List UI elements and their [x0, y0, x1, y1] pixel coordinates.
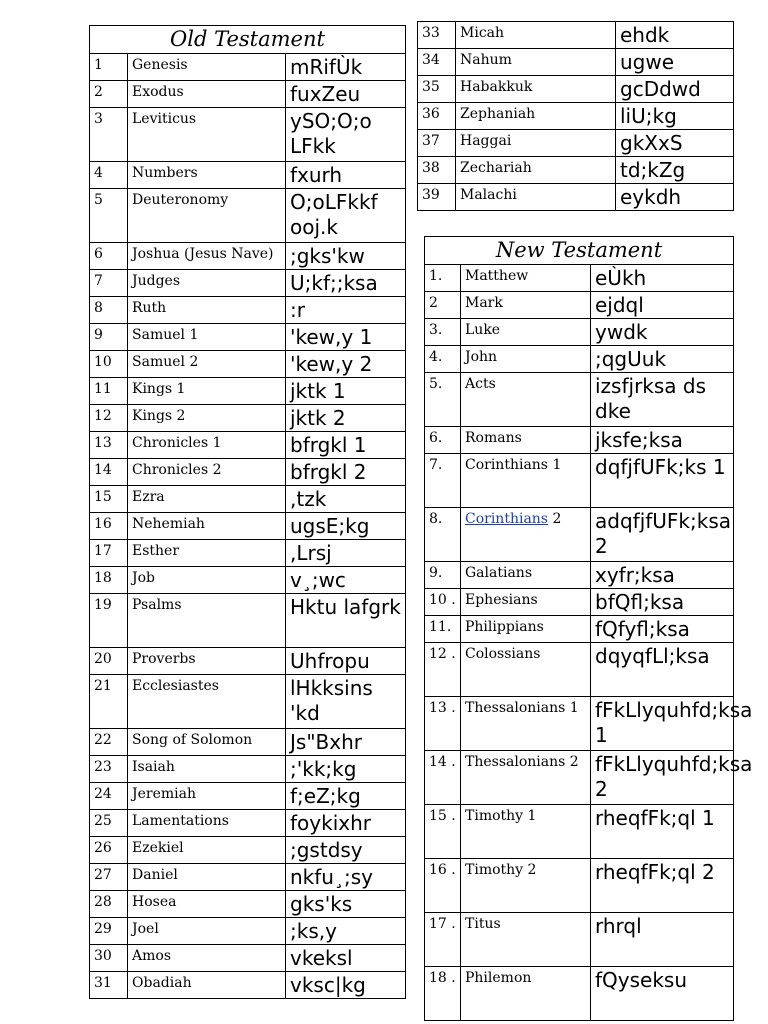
book-number: 5	[90, 189, 128, 243]
book-name-english: Luke	[461, 319, 591, 346]
book-number: 16	[90, 513, 128, 540]
book-name-english: Isaiah	[128, 756, 286, 783]
book-number: 17	[90, 540, 128, 567]
book-number: 14	[90, 459, 128, 486]
book-name-hindi: rhrql	[591, 913, 734, 967]
book-name-hindi: fFkLlyquhfd;ksa 2	[591, 751, 734, 805]
book-name-english: Haggai	[456, 130, 616, 157]
book-number: 2	[90, 81, 128, 108]
book-number: 6	[90, 243, 128, 270]
table-row	[418, 157, 734, 184]
book-name-hindi: mRifÙk	[286, 54, 406, 81]
book-number: 39	[418, 184, 456, 211]
book-name-english: Titus	[461, 913, 591, 967]
book-number: 10	[90, 351, 128, 378]
table-row	[425, 616, 734, 643]
book-number: 8.	[425, 508, 461, 562]
table-row	[425, 589, 734, 616]
book-name-hindi: ugwe	[616, 49, 734, 76]
book-name-english: Matthew	[461, 265, 591, 292]
book-name-hindi: f;eZ;kg	[286, 783, 406, 810]
table-row	[418, 49, 734, 76]
book-name-hindi: ejdql	[591, 292, 734, 319]
book-number: 18 .	[425, 967, 461, 1021]
table-row	[90, 594, 406, 648]
book-name-english: Timothy 1	[461, 805, 591, 859]
table-row	[90, 486, 406, 513]
book-number: 10 .	[425, 589, 461, 616]
table-row	[90, 162, 406, 189]
book-number: 25	[90, 810, 128, 837]
book-name-hindi: fQfyfl;ksa	[591, 616, 734, 643]
book-name-english: Chronicles 1	[128, 432, 286, 459]
book-number: 23	[90, 756, 128, 783]
book-name-english: Exodus	[128, 81, 286, 108]
book-number: 6.	[425, 427, 461, 454]
table-row	[425, 967, 734, 1021]
book-name-english: Joel	[128, 918, 286, 945]
book-number: 12	[90, 405, 128, 432]
book-name-english: Obadiah	[128, 972, 286, 999]
book-name-english: Nahum	[456, 49, 616, 76]
old-testament-continued-table	[417, 21, 734, 211]
book-name-english: Colossians	[461, 643, 591, 697]
table-row	[90, 540, 406, 567]
book-number: 2	[425, 292, 461, 319]
book-number: 24	[90, 783, 128, 810]
book-name-english: Jeremiah	[128, 783, 286, 810]
book-name-hindi: foykixhr	[286, 810, 406, 837]
book-number: 17 .	[425, 913, 461, 967]
book-number: 38	[418, 157, 456, 184]
table-row	[90, 810, 406, 837]
book-number: 36	[418, 103, 456, 130]
book-name-english: Psalms	[128, 594, 286, 648]
book-name-english: Philippians	[461, 616, 591, 643]
book-number: 34	[418, 49, 456, 76]
book-name-hindi: gkXxS	[616, 130, 734, 157]
old-testament-continued-rows	[418, 22, 734, 211]
book-name-hindi: dqfjfUFk;ks 1	[591, 454, 734, 508]
book-name-english	[461, 508, 591, 562]
book-name-english: Habakkuk	[456, 76, 616, 103]
book-name-hindi: jktk 2	[286, 405, 406, 432]
book-name-hindi: fQyseksu	[591, 967, 734, 1021]
book-name-english: Timothy 2	[461, 859, 591, 913]
book-name-english: Genesis	[128, 54, 286, 81]
book-name-english: Leviticus	[128, 108, 286, 162]
book-number: 11	[90, 378, 128, 405]
book-name-hindi: jktk 1	[286, 378, 406, 405]
book-number: 31	[90, 972, 128, 999]
table-row	[90, 324, 406, 351]
table-row	[90, 378, 406, 405]
book-name-english: Micah	[456, 22, 616, 49]
book-number: 8	[90, 297, 128, 324]
book-name-hindi: fuxZeu	[286, 81, 406, 108]
book-number: 9	[90, 324, 128, 351]
table-row	[90, 81, 406, 108]
table-row	[425, 346, 734, 373]
book-name-hindi: :r	[286, 297, 406, 324]
book-number: 35	[418, 76, 456, 103]
book-name-english: Samuel 1	[128, 324, 286, 351]
book-name-hindi: td;kZg	[616, 157, 734, 184]
book-name-english: Job	[128, 567, 286, 594]
book-name-hindi: v¸;wc	[286, 567, 406, 594]
book-number: 7.	[425, 454, 461, 508]
table-row	[425, 373, 734, 427]
table-row	[90, 864, 406, 891]
book-number: 3	[90, 108, 128, 162]
old-testament-title: Old Testament	[90, 26, 406, 54]
book-number: 5.	[425, 373, 461, 427]
book-number: 1.	[425, 265, 461, 292]
book-number: 4	[90, 162, 128, 189]
table-row	[418, 76, 734, 103]
book-name-english: Philemon	[461, 967, 591, 1021]
book-number: 18	[90, 567, 128, 594]
book-number: 9.	[425, 562, 461, 589]
book-name-english: Hosea	[128, 891, 286, 918]
old-testament-table	[89, 25, 406, 999]
book-name-hindi: 'kew,y 1	[286, 324, 406, 351]
book-name-hindi: gcDdwd	[616, 76, 734, 103]
book-name-hindi: Hktu lafgrk	[286, 594, 406, 648]
table-row	[425, 805, 734, 859]
table-row	[418, 184, 734, 211]
book-number: 1	[90, 54, 128, 81]
book-name-hindi: ;qgUuk	[591, 346, 734, 373]
book-name-english: Ruth	[128, 297, 286, 324]
book-name-english: Ezra	[128, 486, 286, 513]
book-name-hindi: Uhfropu	[286, 648, 406, 675]
table-row	[90, 54, 406, 81]
book-name-english: Malachi	[456, 184, 616, 211]
table-row	[425, 292, 734, 319]
book-name-hindi: O;oLFkkf ooj.k	[286, 189, 406, 243]
book-number: 3.	[425, 319, 461, 346]
book-name-english: Ezekiel	[128, 837, 286, 864]
table-row	[90, 756, 406, 783]
table-row	[425, 859, 734, 913]
table-row	[425, 454, 734, 508]
book-name-english: Samuel 2	[128, 351, 286, 378]
book-number: 7	[90, 270, 128, 297]
book-name-hindi: U;kf;;ksa	[286, 270, 406, 297]
new-testament-title: New Testament	[425, 237, 734, 265]
book-name-hindi: ;ks,y	[286, 918, 406, 945]
table-row	[90, 729, 406, 756]
book-number: 27	[90, 864, 128, 891]
table-row	[90, 351, 406, 378]
book-name-hindi: vksc|kg	[286, 972, 406, 999]
table-row	[90, 243, 406, 270]
table-row	[90, 783, 406, 810]
book-name-hindi: rheqfFk;ql 2	[591, 859, 734, 913]
book-name-english: Acts	[461, 373, 591, 427]
book-name-english: Numbers	[128, 162, 286, 189]
book-name-hindi: gks'ks	[286, 891, 406, 918]
book-name-english: Thessalonians 2	[461, 751, 591, 805]
table-row	[425, 913, 734, 967]
book-name-hindi: ;gks'kw	[286, 243, 406, 270]
book-name-hindi: liU;kg	[616, 103, 734, 130]
table-row	[90, 189, 406, 243]
book-name-hindi: eÙkh	[591, 265, 734, 292]
table-row	[90, 837, 406, 864]
book-name-suffix: 2	[548, 511, 562, 527]
book-number: 30	[90, 945, 128, 972]
book-name-hindi: ySO;O;o LFkk	[286, 108, 406, 162]
book-name-hindi: fxurh	[286, 162, 406, 189]
book-name-hindi: Js"Bxhr	[286, 729, 406, 756]
table-row	[418, 130, 734, 157]
book-name-english: John	[461, 346, 591, 373]
table-row	[90, 108, 406, 162]
book-name-english: Kings 1	[128, 378, 286, 405]
book-name-hindi: bfQfl;ksa	[591, 589, 734, 616]
book-name-hindi: jksfe;ksa	[591, 427, 734, 454]
table-row	[90, 648, 406, 675]
table-row	[90, 297, 406, 324]
new-testament-table	[424, 236, 753, 1021]
table-row	[90, 513, 406, 540]
book-name-english: Corinthians 1	[461, 454, 591, 508]
table-row	[425, 265, 734, 292]
book-number: 16 .	[425, 859, 461, 913]
book-number: 13 .	[425, 697, 461, 751]
book-name-hindi: ,tzk	[286, 486, 406, 513]
table-row	[418, 22, 734, 49]
book-name-hindi: nkfu¸;sy	[286, 864, 406, 891]
book-name-english: Amos	[128, 945, 286, 972]
book-name-english: Deuteronomy	[128, 189, 286, 243]
book-number: 4.	[425, 346, 461, 373]
table-row	[90, 459, 406, 486]
book-name-hindi: adqfjfUFk;ksa 2	[591, 508, 734, 562]
table-row	[425, 427, 734, 454]
table-row	[90, 270, 406, 297]
table-row	[90, 567, 406, 594]
table-row	[90, 972, 406, 999]
book-name-hindi: eykdh	[616, 184, 734, 211]
book-name-hindi: ugsE;kg	[286, 513, 406, 540]
book-number: 20	[90, 648, 128, 675]
table-row	[425, 751, 734, 805]
book-number: 21	[90, 675, 128, 729]
book-name-link[interactable]: Corinthians	[465, 511, 548, 527]
book-number: 13	[90, 432, 128, 459]
book-name-hindi: xyfr;ksa	[591, 562, 734, 589]
book-name-english: Song of Solomon	[128, 729, 286, 756]
book-name-hindi: rheqfFk;ql 1	[591, 805, 734, 859]
book-name-hindi: 'kew,y 2	[286, 351, 406, 378]
book-number: 37	[418, 130, 456, 157]
book-name-english: Ephesians	[461, 589, 591, 616]
book-name-english: Joshua (Jesus Nave)	[128, 243, 286, 270]
table-row	[418, 103, 734, 130]
book-name-english: Daniel	[128, 864, 286, 891]
book-name-hindi: bfrgkl 2	[286, 459, 406, 486]
book-name-english: Chronicles 2	[128, 459, 286, 486]
book-name-english: Judges	[128, 270, 286, 297]
book-name-english: Zephaniah	[456, 103, 616, 130]
book-name-english: Zechariah	[456, 157, 616, 184]
book-number: 22	[90, 729, 128, 756]
book-name-english: Thessalonians 1	[461, 697, 591, 751]
book-number: 15 .	[425, 805, 461, 859]
book-name-hindi: ywdk	[591, 319, 734, 346]
book-number: 29	[90, 918, 128, 945]
book-name-english: Ecclesiastes	[128, 675, 286, 729]
book-name-english: Esther	[128, 540, 286, 567]
table-row	[90, 675, 406, 729]
book-number: 28	[90, 891, 128, 918]
book-name-hindi: ;gstdsy	[286, 837, 406, 864]
book-name-english: Proverbs	[128, 648, 286, 675]
book-name-english: Kings 2	[128, 405, 286, 432]
book-name-hindi: lHkksins 'kd	[286, 675, 406, 729]
book-number: 14 .	[425, 751, 461, 805]
book-name-hindi: ,Lrsj	[286, 540, 406, 567]
book-name-hindi: fFkLlyquhfd;ksa 1	[591, 697, 734, 751]
table-row	[425, 697, 734, 751]
book-name-english: Lamentations	[128, 810, 286, 837]
table-row	[90, 945, 406, 972]
book-name-hindi: ;'kk;kg	[286, 756, 406, 783]
book-name-hindi: vkeksl	[286, 945, 406, 972]
book-name-english: Galatians	[461, 562, 591, 589]
book-number: 12 .	[425, 643, 461, 697]
table-row	[90, 891, 406, 918]
table-row	[425, 319, 734, 346]
book-name-hindi: bfrgkl 1	[286, 432, 406, 459]
book-number: 19	[90, 594, 128, 648]
book-name-hindi: izsfjrksa ds dke	[591, 373, 734, 427]
book-name-hindi: dqyqfLl;ksa	[591, 643, 734, 697]
book-name-hindi: ehdk	[616, 22, 734, 49]
book-number: 11.	[425, 616, 461, 643]
book-number: 15	[90, 486, 128, 513]
table-row	[90, 405, 406, 432]
table-row	[90, 432, 406, 459]
book-name-english: Mark	[461, 292, 591, 319]
table-row	[425, 508, 734, 562]
book-number: 33	[418, 22, 456, 49]
book-name-english: Nehemiah	[128, 513, 286, 540]
book-number: 26	[90, 837, 128, 864]
table-row	[425, 562, 734, 589]
table-row	[425, 643, 734, 697]
table-row	[90, 918, 406, 945]
book-name-english: Romans	[461, 427, 591, 454]
